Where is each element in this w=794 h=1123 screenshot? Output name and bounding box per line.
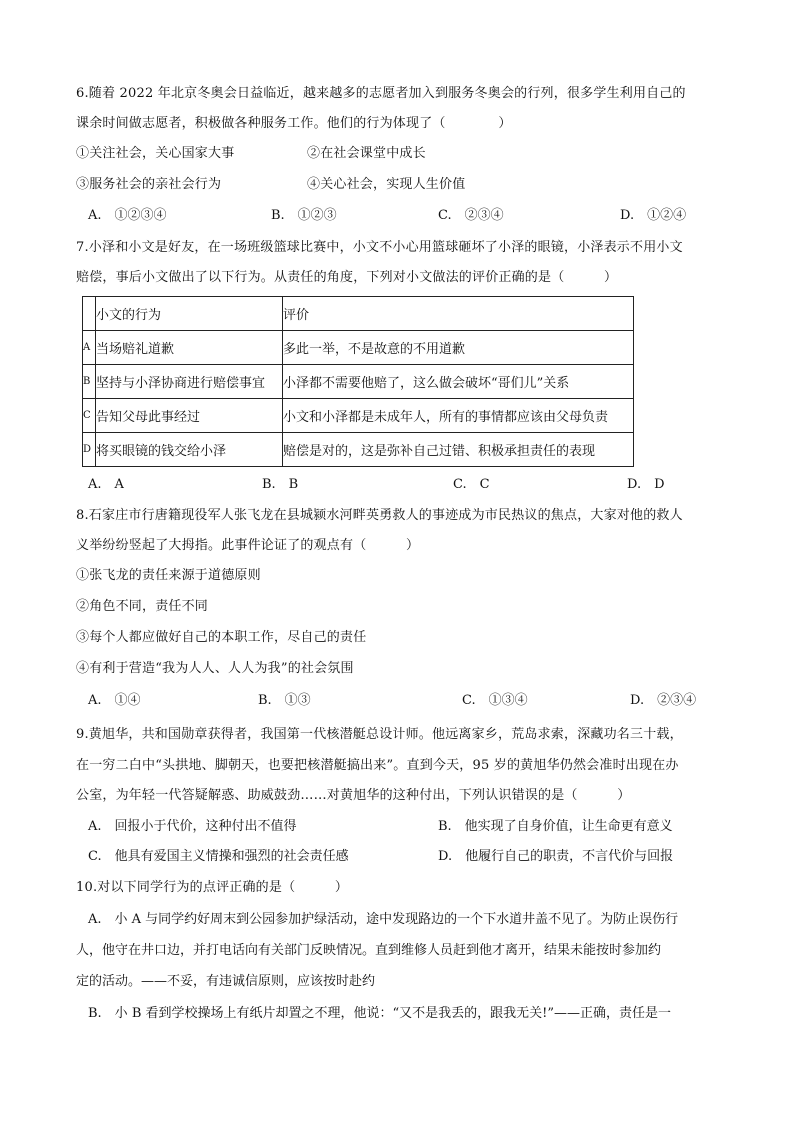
row-evaluation: 多此一举，不是故意的不用道歉 [283, 331, 634, 365]
q6-option-d[interactable]: D. ①②④ [620, 208, 687, 223]
row-key: C [83, 399, 96, 433]
q8-option-d[interactable]: D. ②③④ [630, 693, 697, 708]
row-key: B [83, 365, 96, 399]
q7-option-c[interactable]: C. C [453, 477, 490, 492]
q8-statement-4: ④有利于营造“我为人人、人人为我”的社会氛围 [76, 661, 354, 676]
row-behavior: 当场赔礼道歉 [96, 331, 283, 365]
row-key: A [83, 331, 96, 365]
q6-statement-2: ②在社会课堂中成长 [307, 146, 426, 161]
q7-table [82, 296, 634, 467]
q7-option-d[interactable]: D. D [627, 477, 665, 492]
q7-stem-line1: 7.小泽和小文是好友，在一场班级篮球比赛中，小文不小心用篮球砸坏了小泽的眼镜，小泽表示不用小文 [76, 240, 683, 255]
row-evaluation: 赔偿是对的，这是弥补自己过错、积极承担责任的表现 [283, 433, 634, 467]
q6-stem-line2: 课余时间做志愿者，积极做各种服务工作。他们的行为体现了（ ） [76, 116, 512, 131]
q9-option-c[interactable]: C. 他具有爱国主义情操和强烈的社会责任感 [88, 849, 349, 864]
q8-statement-2: ②角色不同，责任不同 [76, 599, 209, 614]
q7-stem-line2: 赔偿，事后小文做出了以下行为。从责任的角度，下列对小文做法的评价正确的是（ ） [76, 270, 618, 285]
q9-option-b[interactable]: B. 他实现了自身价值，让生命更有意义 [438, 819, 673, 834]
q6-stem-line1: 6.随着 2022 年北京冬奥会日益临近，越来越多的志愿者加入到服务冬奥会的行列，很多学生利用自己的 [76, 86, 686, 101]
table-header-evaluation: 评价 [283, 297, 634, 331]
q7-option-a[interactable]: A. A [88, 477, 124, 492]
table-header-row [83, 297, 634, 331]
table-row [83, 365, 634, 399]
q9-option-d[interactable]: D. 他履行自己的职责，不言代价与回报 [438, 849, 674, 864]
q9-stem-line3: 公室，为年轻一代答疑解惑、助威鼓劲……对黄旭华的这种付出，下列认识错误的是（ ） [76, 788, 631, 803]
q8-statement-1: ①张飞龙的责任来源于道德原则 [76, 568, 261, 583]
q6-statement-3: ③服务社会的亲社会行为 [76, 177, 222, 192]
q8-stem-line1: 8.石家庄市行唐籍现役军人张飞龙在县城颍水河畔英勇救人的事迹成为市民热议的焦点，大家对他的救人 [76, 508, 683, 523]
q9-stem-line1: 9.黄旭华，共和国勋章获得者，我国第一代核潜艇总设计师。他远离家乡，荒岛求索，深藏功名三十载， [76, 727, 683, 742]
q10-option-b-line1[interactable]: B. 小 B 看到学校操场上有纸片却置之不理，他说：“又不是我丢的，跟我无关!”——正确，责任是一 [88, 1006, 672, 1021]
table-header-behavior: 小文的行为 [96, 297, 283, 331]
q9-stem-line2: 在一穷二白中“头拱地、脚朝天，也要把核潜艇搞出来”。直到今天，95 岁的黄旭华仍然会准时出现在办 [76, 758, 679, 773]
row-behavior: 将买眼镜的钱交给小泽 [96, 433, 283, 467]
q8-option-b[interactable]: B. ①③ [258, 693, 311, 708]
table-row [83, 399, 634, 433]
q6-statement-4: ④关心社会，实现人生价值 [307, 177, 466, 192]
q6-option-b[interactable]: B. ①②③ [271, 208, 337, 223]
q8-option-c[interactable]: C. ①③④ [462, 693, 528, 708]
q8-stem-line2: 义举纷纷竖起了大拇指。此事件论证了的观点有（ ） [76, 538, 420, 553]
q6-statement-1: ①关注社会，关心国家大事 [76, 146, 235, 161]
q10-option-a-line3: 定的活动。——不妥，有违诚信原则，应该按时赴约 [76, 974, 376, 989]
q8-statement-3: ③每个人都应做好自己的本职工作，尽自己的责任 [76, 630, 367, 645]
q8-option-a[interactable]: A. ①④ [88, 693, 141, 708]
row-evaluation: 小泽都不需要他赔了，这么做会破坏“哥们儿”关系 [283, 365, 634, 399]
table-row [83, 433, 634, 467]
row-evaluation: 小文和小泽都是未成年人，所有的事情都应该由父母负责 [283, 399, 634, 433]
row-behavior: 告知父母此事经过 [96, 399, 283, 433]
q6-option-c[interactable]: C. ②③④ [438, 208, 504, 223]
row-key: D [83, 433, 96, 467]
q7-option-b[interactable]: B. B [262, 477, 299, 492]
q9-option-a[interactable]: A. 回报小于代价，这种付出不值得 [88, 819, 297, 834]
row-behavior: 坚持与小泽协商进行赔偿事宜 [96, 365, 283, 399]
table-row [83, 331, 634, 365]
q10-stem: 10.对以下同学行为的点评正确的是（ ） [76, 880, 349, 895]
table-header-key [83, 297, 96, 331]
q10-option-a-line1[interactable]: A. 小 A 与同学约好周末到公园参加护绿活动，途中发现路边的一个下水道井盖不见了。为防止误伤行 [88, 912, 679, 927]
q10-option-a-line2: 人，他守在井口边，并打电话向有关部门反映情况。直到维修人员赶到他才离开，结果未能按时参加约 [76, 943, 662, 958]
q6-option-a[interactable]: A. ①②③④ [88, 208, 167, 223]
